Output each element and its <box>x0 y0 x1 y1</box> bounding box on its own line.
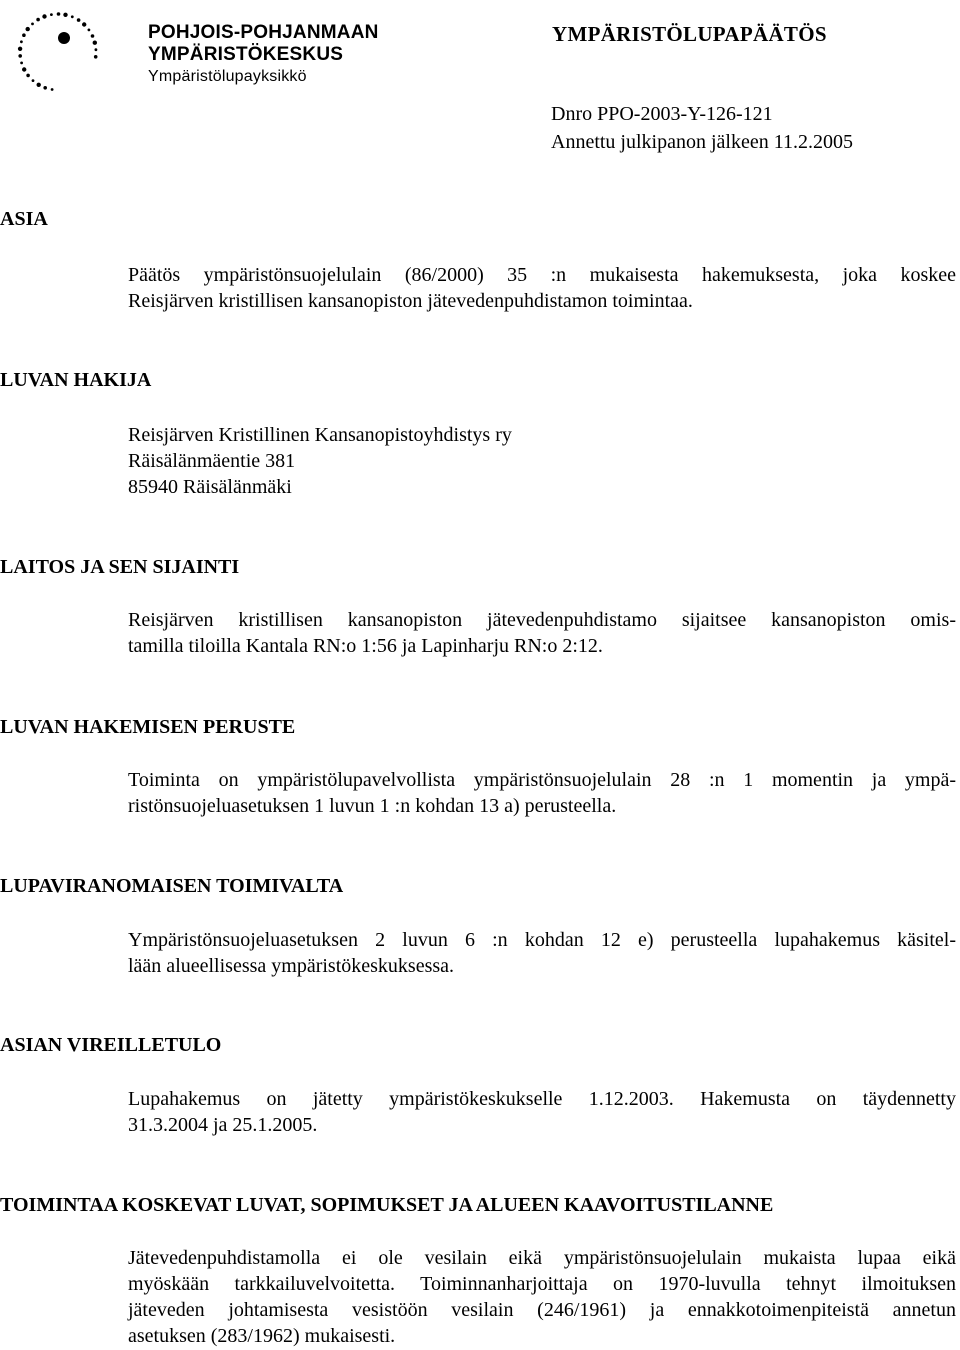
body-line: jäteveden johtamisesta vesistöön vesilain (246/1961) ja ennakkotoimenpiteistä annetun <box>128 1299 956 1321</box>
body-line: tamilla tiloilla Kantala RN:o 1:56 ja Lapinharju RN:o 2:12. <box>128 635 603 657</box>
section-facility-location <box>0 554 960 580</box>
section-body <box>128 262 956 314</box>
body-line: 31.3.2004 ja 25.1.2005. <box>128 1114 318 1136</box>
record-number: Dnro PPO-2003-Y-126-121 <box>551 103 773 125</box>
section-permits-zoning <box>0 1192 960 1218</box>
document-type: YMPÄRISTÖLUPAPÄÄTÖS <box>552 22 827 46</box>
section-body <box>128 927 956 979</box>
section-authority <box>0 873 960 899</box>
section-body <box>128 767 956 819</box>
org-unit: Ympäristölupayksikkö <box>148 68 307 85</box>
body-line: asetuksen (283/1962) mukaisesti. <box>128 1325 396 1347</box>
section-body <box>128 422 956 500</box>
section-body <box>128 1245 956 1349</box>
document-meta <box>551 100 853 156</box>
section-heading: TOIMINTAA KOSKEVAT LUVAT, SOPIMUKSET JA ALUEEN KAAVOITUSTILANNE <box>0 1194 774 1216</box>
body-line: myöskään tarkkailuvelvoitetta. Toiminnanharjoittaja on 1970-luvulla tehnyt ilmoituksen <box>128 1273 956 1295</box>
body-line: Ympäristönsuojeluasetuksen 2 luvun 6 :n kohdan 12 e) perusteella lupahakemus käsitel- <box>128 929 956 951</box>
body-line: lään alueellisessa ympäristökeskuksessa. <box>128 955 455 977</box>
body-line: Lupahakemus on jätetty ympäristökeskukselle 1.12.2003. Hakemusta on täydennetty <box>128 1088 956 1110</box>
section-applicant <box>0 367 960 393</box>
body-line: Jätevedenpuhdistamolla ei ole vesilain eikä ympäristönsuojelulain mukaista lupaa eikä <box>128 1247 956 1269</box>
organization-name <box>148 22 379 88</box>
section-heading: ASIAN VIREILLETULO <box>0 1034 222 1056</box>
agency-logo <box>8 10 428 100</box>
body-line: Reisjärven kristillisen kansanopiston jätevedenpuhdistamo sijaitsee kansanopiston omis- <box>128 609 956 631</box>
body-line: Reisjärven Kristillinen Kansanopistoyhdistys ry <box>128 424 512 446</box>
body-line: Räisälänmäentie 381 <box>128 450 296 472</box>
body-line: Päätös ympäristönsuojelulain (86/2000) 35 :n mukaisesta hakemuksesta, joka koskee <box>128 264 956 286</box>
section-heading: LUPAVIRANOMAISEN TOIMIVALTA <box>0 875 344 897</box>
section-heading: LAITOS JA SEN SIJAINTI <box>0 556 240 578</box>
logo-dot-circle-icon <box>8 10 98 100</box>
org-name-line2: YMPÄRISTÖKESKUS <box>148 44 344 65</box>
section-application-basis <box>0 714 960 740</box>
section-body <box>128 1086 956 1138</box>
body-line: Toiminta on ympäristölupavelvollista ympäristönsuojelulain 28 :n 1 momentin ja ympä- <box>128 769 956 791</box>
org-name-line1: POHJOIS-POHJANMAAN <box>148 22 379 43</box>
section-initiation <box>0 1032 960 1058</box>
body-line: ristönsuojeluasetuksen 1 luvun 1 :n kohdan 13 a) perusteella. <box>128 795 617 817</box>
section-heading: ASIA <box>0 208 48 230</box>
issue-date: Annettu julkipanon jälkeen 11.2.2005 <box>551 131 853 153</box>
body-line: Reisjärven kristillisen kansanopiston jätevedenpuhdistamon toimintaa. <box>128 290 693 312</box>
section-body <box>128 607 956 659</box>
section-heading: LUVAN HAKIJA <box>0 369 152 391</box>
section-asia <box>0 206 960 232</box>
body-line: 85940 Räisälänmäki <box>128 476 292 498</box>
section-heading: LUVAN HAKEMISEN PERUSTE <box>0 716 296 738</box>
